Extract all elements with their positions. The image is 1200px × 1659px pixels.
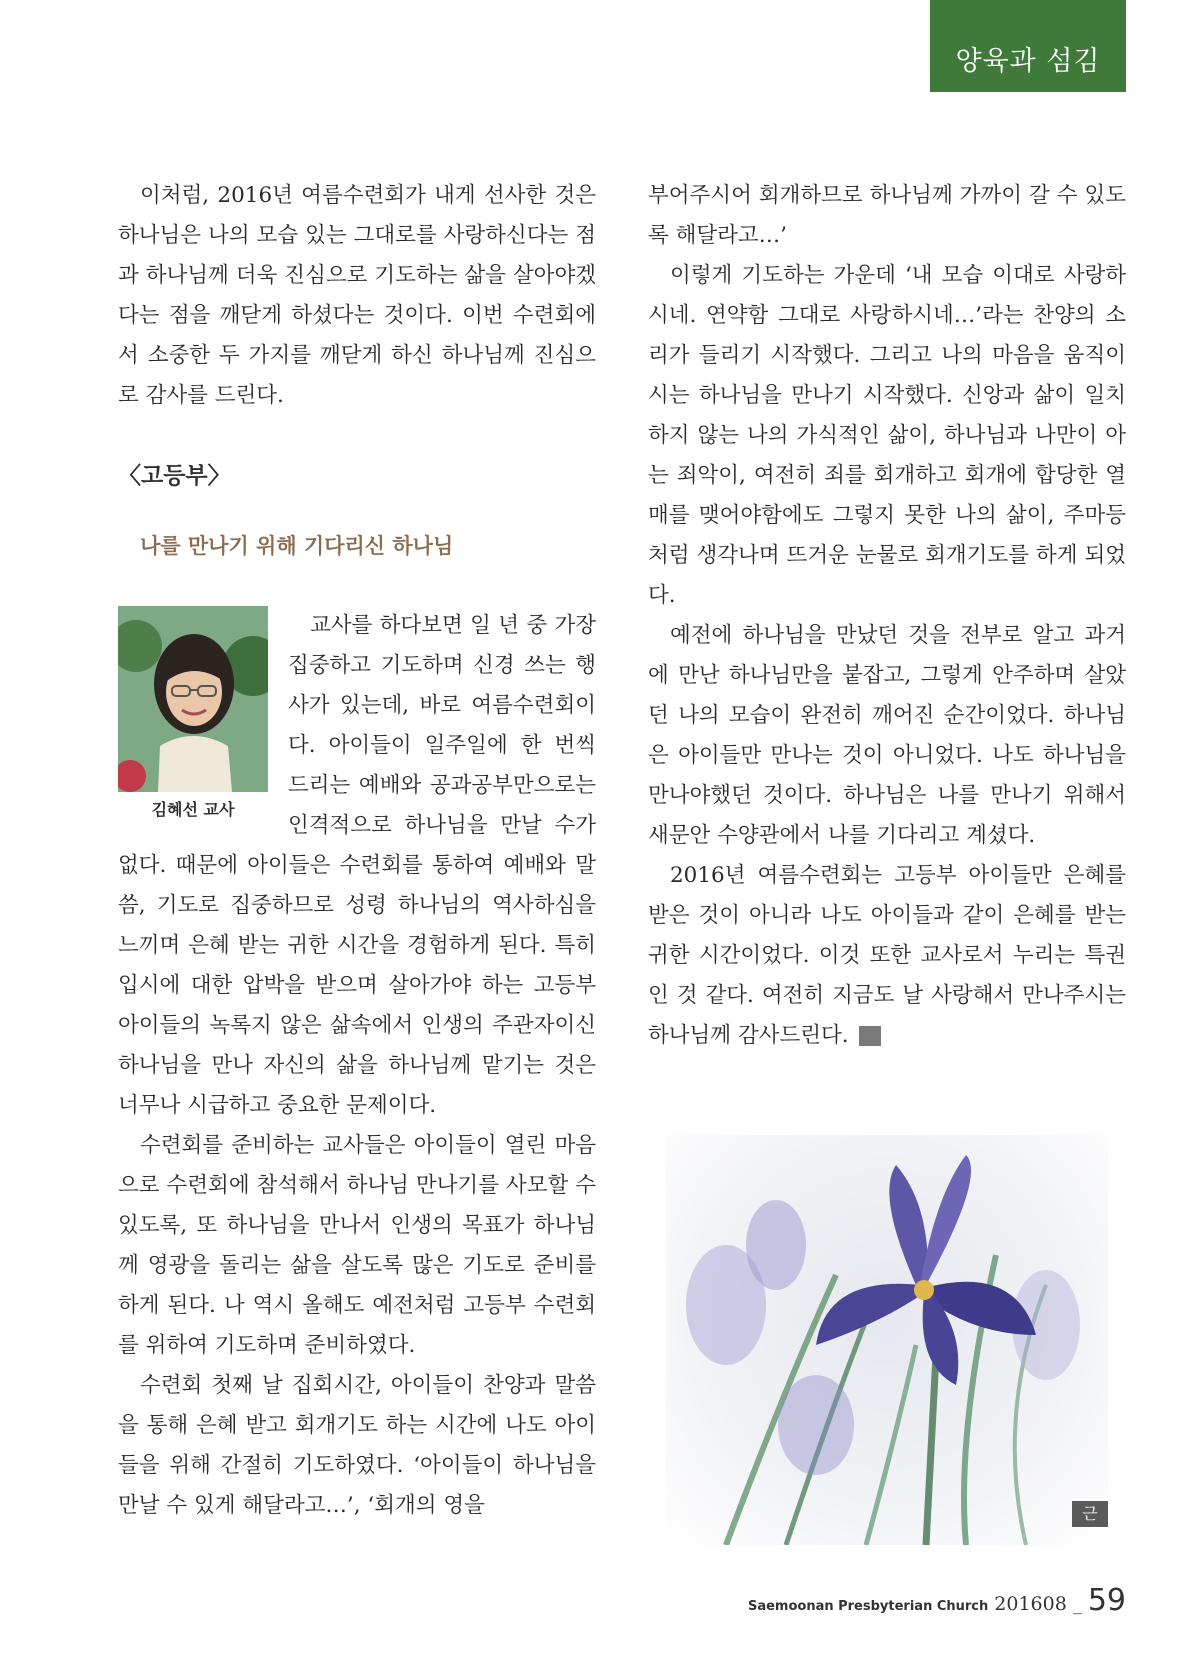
- body-paragraph-1: 교사를 하다보면 일 년 중 가장 집중하고 기도하며 신경 쓰는 행사가 있는데, 바로 여름수련회이다. 아이들이 일주일에 한 번씩 드리는 예배와 공과공부만으로는 인격적으로 하나님을 만날 수가 없다. 때문에 아이들은 수련회를 통하여 예배와 말씀, 기도로 집중하므로 성령 하나님의 역사하심을 느끼며 은혜 받는 귀한 시간을 경험하게 된다. 특히 입시에 대한 압박을 받으며 살아가야 하는 고등부 아이들의 녹록지 않은 삶속에서 인생의 주관자이신 하나님을 만나 자신의 삶을 하나님께 맡기는 것은 너무나 시급하고 중요한 문제이다.: [118, 613, 596, 1118]
- artist-signature: 근: [1072, 1501, 1108, 1527]
- iris-flower-illustration: [666, 1135, 1108, 1545]
- footer-church-name: Saemoonan Presbyterian Church: [747, 1599, 989, 1614]
- body-paragraph-3: 수련회 첫째 날 집회시간, 아이들이 찬양과 말씀을 통해 은혜 받고 회개기도 하는 시간에 나도 아이들을 위해 간절히 기도하였다. ‘아이들이 하나님을 만날 수 있게 해달라고…’, ‘회개의 영을: [118, 1373, 596, 1518]
- section-tab-label: 양육과 섬김: [955, 46, 1101, 77]
- intro-paragraph: 이처럼, 2016년 여름수련회가 내게 선사한 것은 하나님은 나의 모습 있는 그대로를 사랑하신다는 점과 하나님께 더욱 진심으로 기도하는 삶을 살아야겠다는 점을 깨닫게 하셨다는 것이다. 이번 수련회에서 소중한 두 가지를 깨닫게 하신 하나님께 진심으로 감사를 드린다.: [118, 183, 596, 408]
- continued-paragraph: 부어주시어 회개하므로 하나님께 가까이 갈 수 있도록 해달라고…’: [648, 183, 1126, 248]
- author-photo-block: [118, 606, 268, 822]
- section-tab: [930, 0, 1126, 92]
- body-paragraph-4: 이렇게 기도하는 가운데 ‘내 모습 이대로 사랑하시네. 연약함 그대로 사랑하시네…’라는 찬양의 소리가 들리기 시작했다. 그리고 나의 마음을 움직이시는 하나님을 만나기 시작했다. 신앙과 삶이 일치하지 않는 나의 가식적인 삶이, 하나님과 나만이 아는 죄악이, 여전히 죄를 회개하고 회개에 합당한 열매를 맺어야함에도 그렇지 못한 나의 삶이, 주마등처럼 생각나며 뜨거운 눈물로 회개기도를 하게 되었다.: [648, 263, 1126, 608]
- body-paragraph-6: [648, 856, 1126, 1056]
- footer-issue: 201608: [994, 1593, 1067, 1615]
- iris-painting: [666, 1135, 1108, 1545]
- section-title: 나를 만나기 위해 기다리신 하나님: [140, 534, 454, 558]
- page-footer: [748, 1583, 1126, 1618]
- portrait-illustration: [118, 606, 268, 792]
- body-paragraph-5: 예전에 하나님을 만났던 것을 전부로 알고 과거에 만난 하나님만을 붙잡고, 그렇게 안주하며 살았던 나의 모습이 완전히 깨어진 순간이었다. 하나님은 아이들만 만나는 것이 아니었다. 나도 하나님을 만나야했던 것이다. 하나님은 나를 만나기 위해서 새문안 수양관에서 나를 기다리고 계셨다.: [648, 623, 1126, 848]
- page-number: 59: [1087, 1583, 1126, 1618]
- author-photo: [118, 606, 268, 792]
- section-label: 〈고등부〉: [118, 463, 231, 489]
- left-column: [118, 176, 596, 1526]
- footer-separator: _: [1072, 1594, 1082, 1615]
- photo-caption: 김혜선 교사: [151, 800, 235, 819]
- right-column: [648, 176, 1126, 1056]
- body-paragraph-2: 수련회를 준비하는 교사들은 아이들이 열린 마음으로 수련회에 참석해서 하나님 만나기를 사모할 수 있도록, 또 하나님을 만나서 인생의 목표가 하나님께 영광을 돌리는 삶을 살도록 많은 기도로 준비를 하게 된다. 나 역시 올해도 예전처럼 고등부 수련회를 위하여 기도하며 준비하였다.: [118, 1133, 596, 1358]
- end-mark-icon: 새: [859, 1026, 881, 1046]
- body-paragraph-6-text: 2016년 여름수련회는 고등부 아이들만 은혜를 받은 것이 아니라 나도 아이들과 같이 은혜를 받는 귀한 시간이었다. 이것 또한 교사로서 누리는 특권인 것 같다. 여전히 지금도 날 사랑해서 만나주시는 하나님께 감사드린다.: [648, 863, 1126, 1048]
